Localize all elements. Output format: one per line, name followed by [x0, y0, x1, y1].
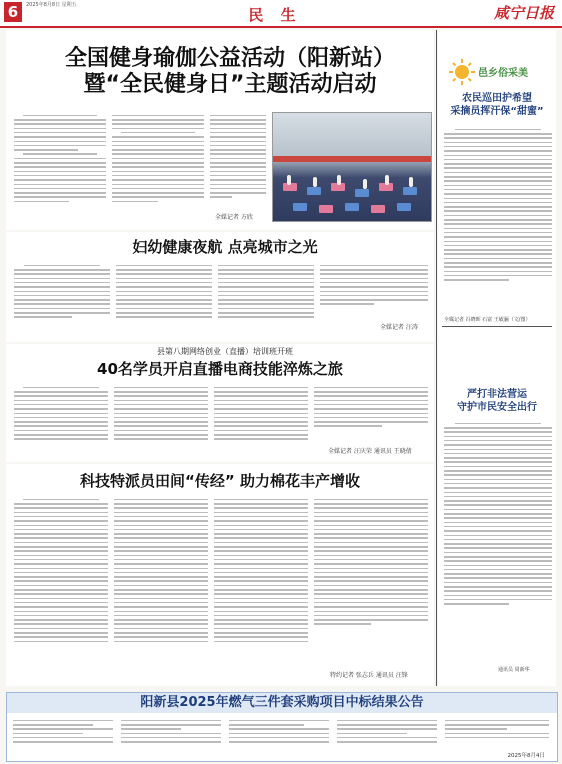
notice-date: 2025年8月4日: [507, 753, 545, 759]
article4-title: 科技特派员田间“传经” 助力棉花丰产增收: [80, 472, 360, 490]
article4-text-col4: [314, 496, 428, 662]
notice-col3: [229, 717, 329, 761]
article2-text-col2: [116, 262, 212, 334]
sidebar-logo-text: 邑乡俗采美: [478, 68, 528, 79]
section-name: 民 生: [248, 6, 302, 24]
sidebar-divider: [442, 326, 552, 327]
procurement-notice: [6, 692, 558, 762]
article1-text-col1: [14, 112, 106, 224]
article2-text-col1: [14, 262, 110, 334]
column-divider: [436, 30, 437, 686]
sidebar-story1-title: 农民巡田护希望 采摘员挥汗保“甜蜜”: [450, 93, 544, 117]
sidebar-story1-text: [444, 126, 552, 312]
article2-text-col4: [320, 262, 428, 320]
sidebar-logo: [446, 56, 550, 86]
page-header: [0, 0, 562, 28]
article2-text-col3: [218, 262, 314, 334]
article1-byline: 全媒记者 方欣: [215, 214, 253, 221]
notice-col1: [13, 717, 113, 761]
article3-byline: 全媒记者 汪庆荣 通讯员 王晓倩: [328, 448, 412, 455]
article3-text-col4: [314, 384, 428, 442]
page-number: 6: [4, 2, 22, 22]
article3-title: 40名学员开启直播电商技能淬炼之旅: [97, 360, 343, 378]
article2-title: 妇幼健康夜航 点亮城市之光: [132, 238, 318, 256]
article4-text-col3: [214, 496, 308, 676]
notice-title: 阳新县2025年燃气三件套采购项目中标结果公告: [7, 693, 557, 713]
article1-text-col2: [112, 112, 204, 224]
article2-byline: 全媒记者 汪涛: [380, 324, 418, 331]
notice-col4: [337, 717, 437, 761]
article1-text-col3: [210, 112, 266, 224]
article4-text-col1: [14, 496, 108, 676]
sidebar-story1-byline: 全媒记者 冯晓晖 石富 王敏骊（文/图）: [444, 317, 531, 323]
sidebar: [438, 48, 556, 678]
article4-byline: 特约记者 张志兵 通讯员 汪锋: [330, 672, 408, 679]
article3-text-col1: [14, 384, 108, 458]
notice-col2: [121, 717, 221, 761]
newspaper-logo: 咸宁日报: [493, 4, 554, 22]
article3-text-col2: [114, 384, 208, 458]
sidebar-story2-title: 严打非法营运 守护市民安全出行: [457, 389, 537, 413]
sidebar-story2-byline: 通讯员 周新华: [498, 667, 530, 673]
header-date: 2025年8月8日 星期五: [26, 2, 77, 8]
article4-text-col2: [114, 496, 208, 676]
sidebar-story2-text: [444, 420, 552, 660]
article1-title: 全国健身瑜伽公益活动（阳新站） 暨“全民健身日”主题活动启动: [64, 46, 395, 97]
article3-kicker: 县第八期网络创业（直播）培训班开班: [157, 347, 293, 356]
yoga-event-photo: [272, 112, 432, 222]
article3-text-col3: [214, 384, 308, 458]
